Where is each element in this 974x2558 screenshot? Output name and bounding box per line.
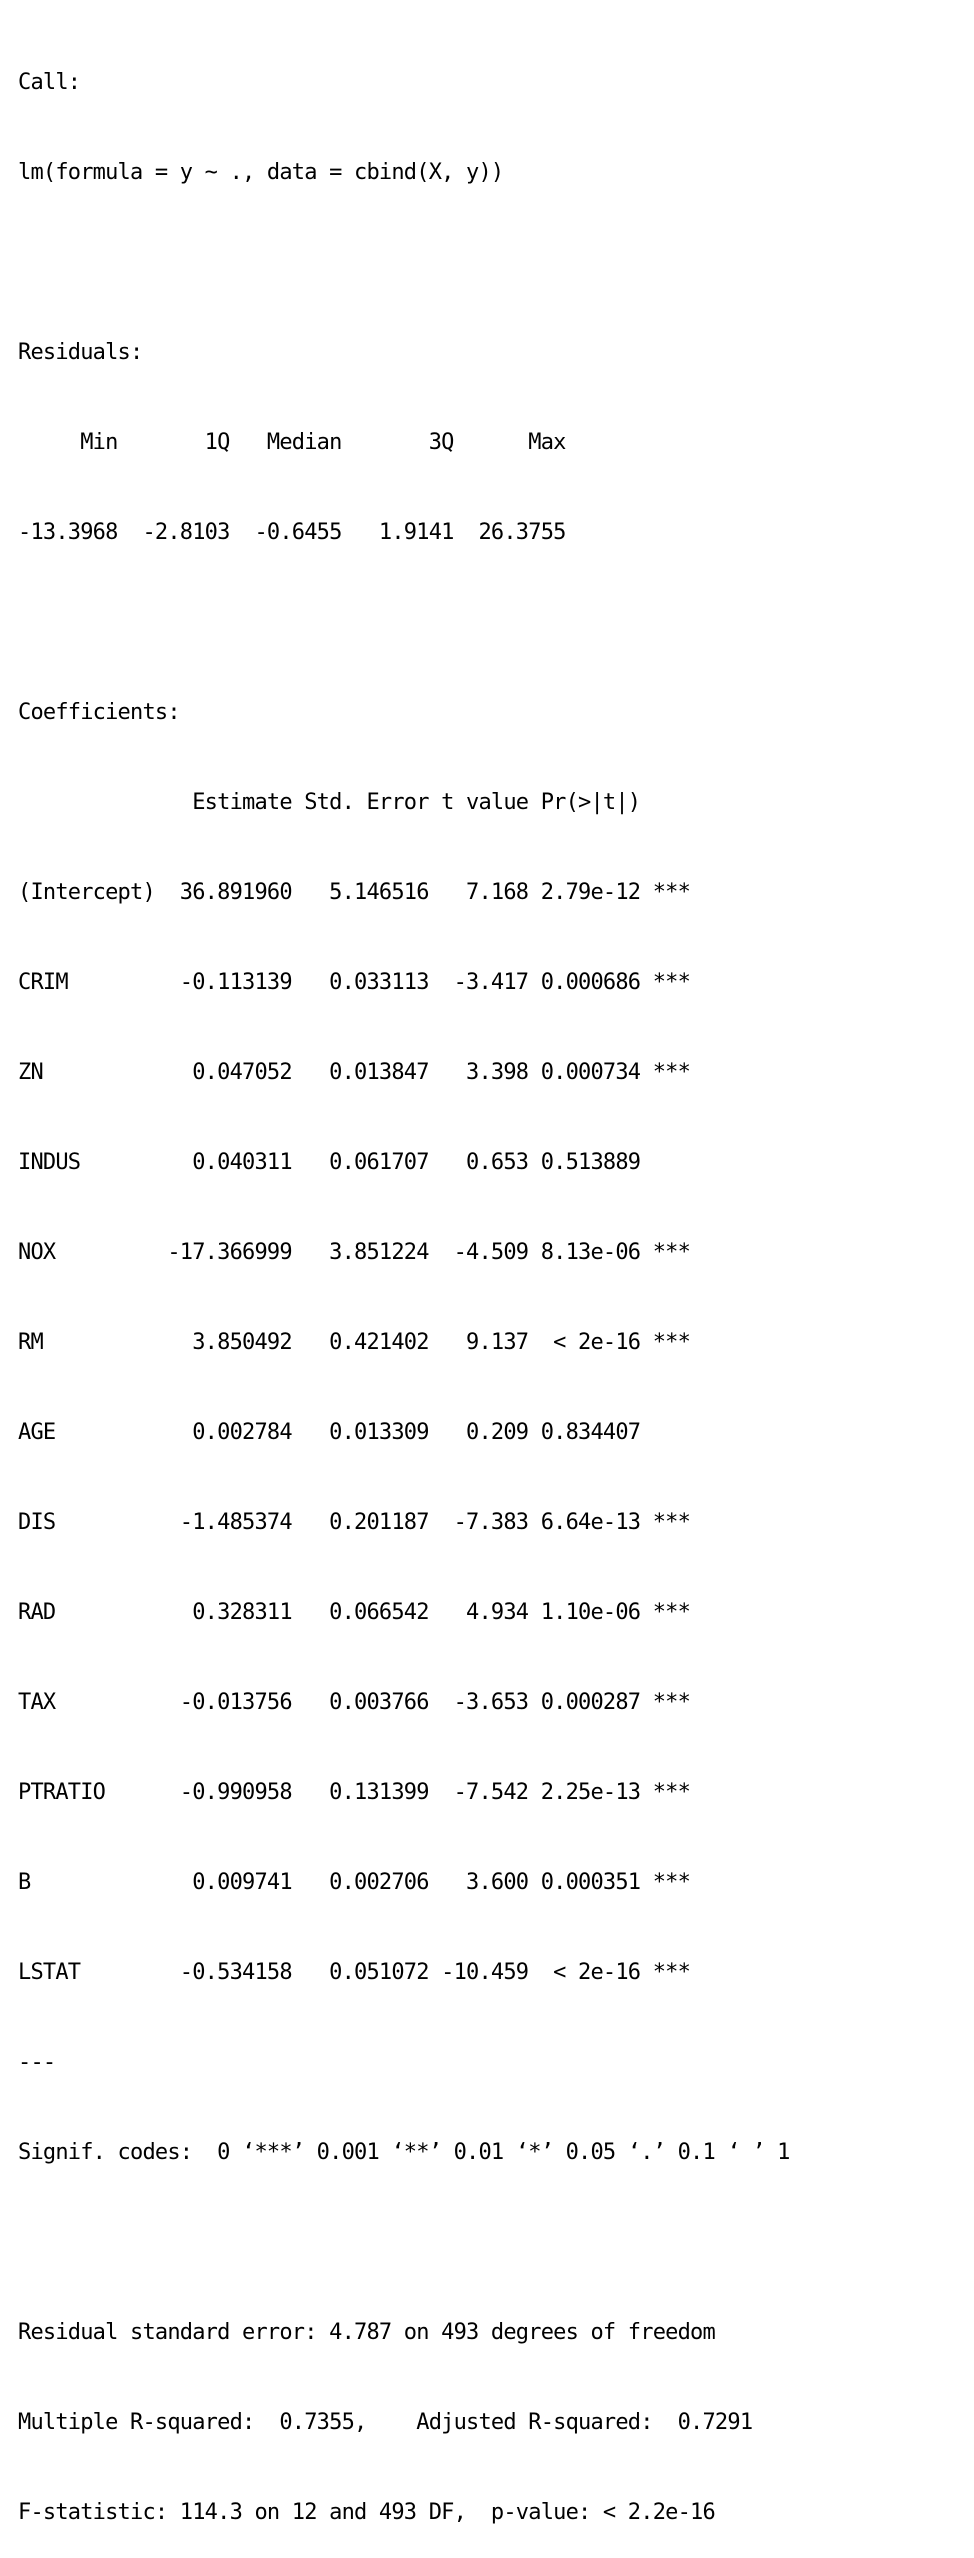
blank-line [18, 608, 790, 638]
coef-row-lstat: LSTAT -0.534158 0.051072 -10.459 < 2e-16 *** [18, 1960, 691, 1985]
residuals-heading: Residuals: [18, 340, 143, 365]
coef-row-nox: NOX -17.366999 3.851224 -4.509 8.13e-06 *** [18, 1240, 691, 1265]
blank-line [18, 248, 790, 278]
r-console-output [18, 8, 790, 2558]
coef-row-ptratio: PTRATIO -0.990958 0.131399 -7.542 2.25e-13 *** [18, 1780, 691, 1805]
coefficients-heading: Coefficients: [18, 700, 180, 725]
signif-codes-line: Signif. codes: 0 ‘***’ 0.001 ‘**’ 0.01 ‘*’ 0.05 ‘.’ 0.1 ‘ ’ 1 [18, 2140, 790, 2165]
residual-standard-error-line: Residual standard error: 4.787 on 493 degrees of freedom [18, 2320, 715, 2345]
coef-row-rm: RM 3.850492 0.421402 9.137 < 2e-16 *** [18, 1330, 691, 1355]
coef-row-dis: DIS -1.485374 0.201187 -7.383 6.64e-13 *** [18, 1510, 691, 1535]
coef-row-b: B 0.009741 0.002706 3.600 0.000351 *** [18, 1870, 691, 1895]
coef-row-rad: RAD 0.328311 0.066542 4.934 1.10e-06 *** [18, 1600, 691, 1625]
coefficients-header-row: Estimate Std. Error t value Pr(>|t|) [18, 790, 641, 815]
separator-line: --- [18, 2050, 56, 2075]
coef-row-indus: INDUS 0.040311 0.061707 0.653 0.513889 [18, 1150, 641, 1175]
f-statistic-line: F-statistic: 114.3 on 12 and 493 DF, p-value: < 2.2e-16 [18, 2500, 715, 2525]
r-squared-line: Multiple R-squared: 0.7355, Adjusted R-squared: 0.7291 [18, 2410, 753, 2435]
coef-row-crim: CRIM -0.113139 0.033113 -3.417 0.000686 *** [18, 970, 691, 995]
coef-row-zn: ZN 0.047052 0.013847 3.398 0.000734 *** [18, 1060, 691, 1085]
call-formula: lm(formula = y ~ ., data = cbind(X, y)) [18, 160, 504, 185]
residuals-values-row: -13.3968 -2.8103 -0.6455 1.9141 26.3755 [18, 520, 566, 545]
coef-row-intercept: (Intercept) 36.891960 5.146516 7.168 2.79e-12 *** [18, 880, 691, 905]
residuals-header-row: Min 1Q Median 3Q Max [18, 430, 566, 455]
coef-row-tax: TAX -0.013756 0.003766 -3.653 0.000287 *** [18, 1690, 691, 1715]
call-heading: Call: [18, 70, 81, 95]
blank-line [18, 2228, 790, 2258]
coef-row-age: AGE 0.002784 0.013309 0.209 0.834407 [18, 1420, 641, 1445]
